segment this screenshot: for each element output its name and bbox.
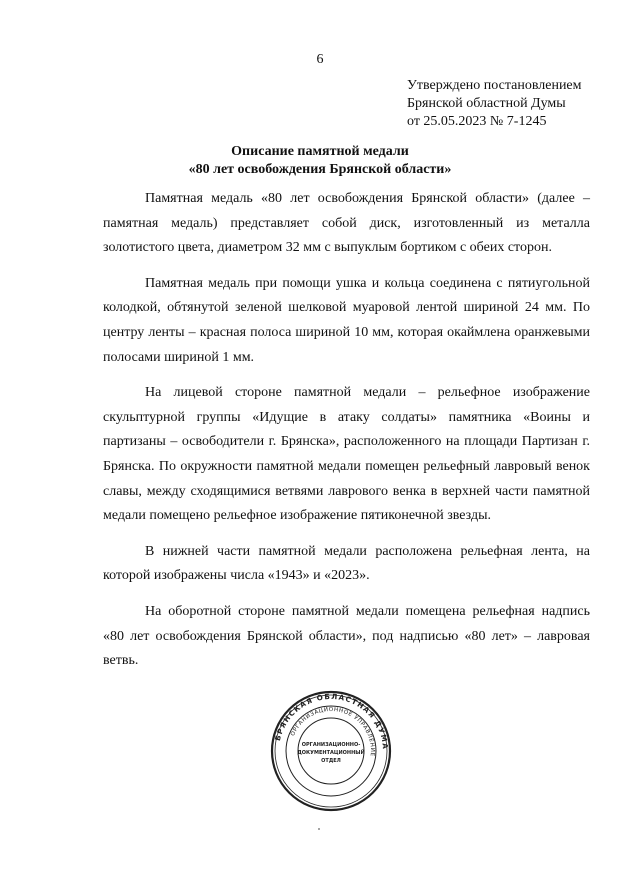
paragraph-3: На лицевой стороне памятной медали – рельефное изображение скульптурной группы «Идущие в атаку солдаты» памятника «Воины и партизаны – освободители г. Брянска», расположенного на площади Партизан г. Брянска. По окружности памятной медали помещен рельефный лавровый венок славы, между сходящимися ветвями лаврового венка в верхней части памятной медали помещено рельефное изображение пятиконечной звезды.: [103, 385, 590, 524]
document-body: [103, 187, 590, 685]
paragraph-5: На оборотной стороне памятной медали помещена рельефная надпись «80 лет освобождения Брянской области», под надписью «80 лет» – лавровая ветвь.: [103, 603, 590, 669]
title-line-2: «80 лет освобождения Брянской области»: [188, 162, 452, 177]
official-stamp: [270, 690, 392, 812]
stamp-center-line-1: ОРГАНИЗАЦИОННО-: [301, 742, 361, 748]
paragraph-4: В нижней части памятной медали расположена рельефная лента, на которой изображены числа «1943» и «2023».: [103, 543, 590, 584]
page-number: 6: [316, 52, 324, 67]
stamp-seal: [270, 690, 392, 812]
scan-speck: [318, 828, 320, 830]
approval-line-2: Брянской областной Думы: [407, 96, 566, 111]
stamp-center-line-3: ОТДЕЛ: [321, 758, 341, 764]
stamp-outer-text: БРЯНСКАЯ ОБЛАСТНАЯ ДУМА: [273, 691, 391, 751]
approval-line-1: Утверждено постановлением: [407, 78, 582, 93]
stamp-inner-text: ОРГАНИЗАЦИОННОЕ УПРАВЛЕНИЕ: [290, 706, 376, 757]
approval-block: [407, 77, 582, 131]
document-title: [0, 143, 640, 179]
stamp-center-line-2: ДОКУМЕНТАЦИОННЫЙ: [297, 750, 365, 756]
approval-line-3: от 25.05.2023 № 7-1245: [407, 114, 547, 129]
paragraph-2: Памятная медаль при помощи ушка и кольца соединена с пятиугольной колодкой, обтянутой зеленой шелковой муаровой лентой шириной 24 мм. По центру ленты – красная полоса шириной 10 мм, которая окаймлена оранжевыми полосами шириной 1 мм.: [103, 275, 590, 365]
title-line-1: Описание памятной медали: [231, 144, 409, 159]
paragraph-1: Памятная медаль «80 лет освобождения Брянской области» (далее – памятная медаль) представляет собой диск, изготовленный из металла золотистого цвета, диаметром 32 мм с выпуклым бортиком с обеих сторон.: [103, 191, 590, 256]
